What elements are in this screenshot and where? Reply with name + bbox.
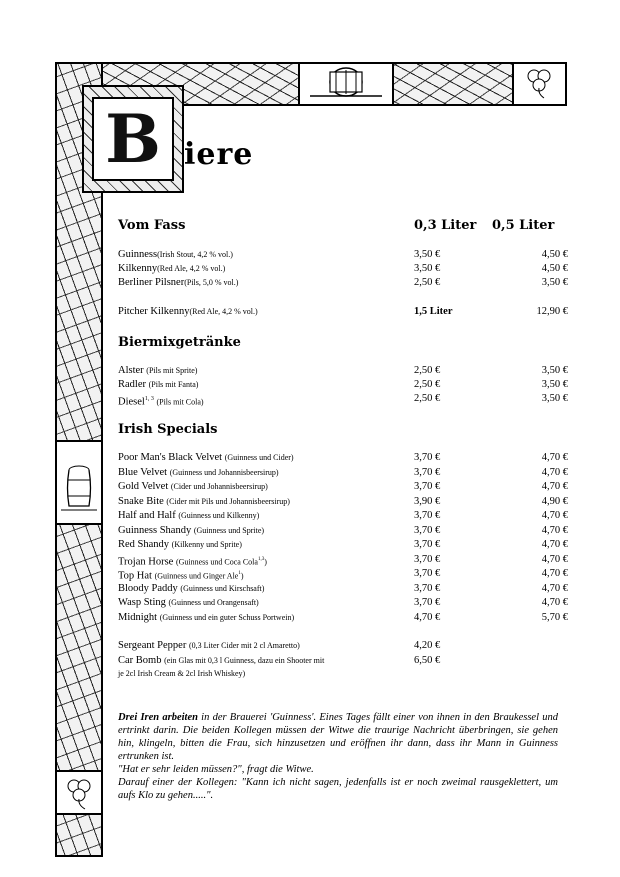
item-name: Pitcher Kilkenny(Red Ale, 4,2 % vol.) xyxy=(118,306,258,317)
list-item: Trojan Horse (Guinness und Coca Cola$^{1,3}$) 3,70 € 4,70 € xyxy=(118,553,568,567)
item-name: Radler (Pils mit Fanta) xyxy=(118,379,199,390)
list-item xyxy=(118,392,568,406)
list-item xyxy=(118,276,568,290)
price-large: 3,50 € xyxy=(541,365,568,376)
list-item: Blue Velvet (Guinness und Johannisbeersirup) 3,70 € 4,70 € xyxy=(118,466,568,478)
section-title-biermix: Biermixgetränke xyxy=(118,335,241,350)
list-item xyxy=(118,378,568,392)
section-title-vom-fass: Vom Fass xyxy=(118,218,186,233)
barrel-icon xyxy=(300,64,392,100)
shamrock-icon xyxy=(57,772,101,814)
list-item: Snake Bite (Cider mit Pils und Johannisbeersirup) 3,90 € 4,90 € xyxy=(118,495,568,507)
list-item: Car Bomb (ein Glas mit 0,3 l Guinness, dazu ein Shooter mit 6,50 € xyxy=(118,654,441,666)
price-small: 2,50 € xyxy=(414,379,441,390)
list-item: Poor Man's Black Velvet (Guinness und Cider) 3,70 € 4,70 € xyxy=(118,452,568,463)
pitcher-size: 1,5 Liter xyxy=(414,306,453,317)
clover-illustration-left xyxy=(57,770,101,815)
section-title-irish-specials: Irish Specials xyxy=(118,422,218,437)
price-large: 3,50 € xyxy=(541,379,568,390)
list-item: Midnight (Guinness und ein guter Schuss Portwein) 4,70 € 5,70 € xyxy=(118,611,568,623)
shamrock-icon xyxy=(514,64,564,100)
item-name: Kilkenny(Red Ale, 4,2 % vol.) xyxy=(118,263,226,274)
price-small: 2,50 € xyxy=(414,365,441,376)
list-item: Half and Half (Guinness und Kilkenny) 3,70 € 4,70 € xyxy=(118,510,568,521)
barrel-illustration-top xyxy=(298,64,394,104)
column-header-05: 0,5 Liter xyxy=(492,218,555,233)
item-name: Diesel$^{1, 3}$ (Pils mit Cola) xyxy=(118,396,204,408)
list-item xyxy=(118,305,568,319)
price-small: 3,50 € xyxy=(414,263,441,274)
price-large: 3,50 € xyxy=(541,277,568,288)
price-small: 3,50 € xyxy=(414,249,441,260)
column-header-03: 0,3 Liter xyxy=(414,218,477,233)
price-large: 4,50 € xyxy=(541,249,568,260)
list-item xyxy=(118,248,568,262)
clover-illustration-top xyxy=(512,64,565,104)
page-title: iere xyxy=(184,137,254,172)
price-small: 2,50 € xyxy=(414,393,441,404)
list-item: Top Hat (Guinness und Ginger Ale$^1$) 3,70 € 4,70 € xyxy=(118,568,568,582)
list-item xyxy=(118,364,568,378)
joke-text: Drei Iren arbeiten in der Brauerei 'Guinness'. Eines Tages fällt einer von ihnen in den Braukessel und ertrinkt darin. Die beiden Kollegen müssen der Witwe die traurige Nachricht überbringen, sie gehen hin, klingeln, bitten die Frau, sich hinzusetzen und eröffnen ihr dann, dass ihr Mann in Guinness ertrunken ist. "Hat er sehr leiden müssen?", fragt die Witwe. Darauf einer der Kollegen: "Kann ich nicht sagen, jedenfalls ist er noch zweimal rausgeklettert, um aufs Klo zu gehen.....". xyxy=(118,712,558,801)
price-large: 4,50 € xyxy=(541,263,568,274)
item-name: Berliner Pilsner(Pils, 5,0 % vol.) xyxy=(118,277,239,288)
item-name: Guinness(Irish Stout, 4,2 % vol.) xyxy=(118,249,233,260)
list-item-continuation: je 2cl Irish Cream & 2cl Irish Whiskey) xyxy=(118,669,246,678)
item-name: Alster (Pils mit Sprite) xyxy=(118,365,198,376)
list-item: Sergeant Pepper (0,3 Liter Cider mit 2 cl Amaretto) 4,20 € xyxy=(118,640,441,651)
list-item: Guinness Shandy (Guinness und Sprite) 3,70 € 4,70 € xyxy=(118,524,568,536)
price-small: 2,50 € xyxy=(414,277,441,288)
list-item: Wasp Sting (Guinness und Orangensaft) 3,70 € 4,70 € xyxy=(118,597,568,608)
price-pitcher: 12,90 € xyxy=(536,306,568,317)
list-item: Bloody Paddy (Guinness und Kirschsaft) 3,70 € 4,70 € xyxy=(118,582,568,594)
list-item: Gold Velvet (Cider und Johannisbeersirup) 3,70 € 4,70 € xyxy=(118,481,568,492)
price-large: 3,50 € xyxy=(541,393,568,404)
barrel-icon xyxy=(57,442,101,522)
list-item: Red Shandy (Kilkenny und Sprite) 3,70 € 4,70 € xyxy=(118,539,568,550)
barrel-illustration-left xyxy=(57,440,101,525)
list-item xyxy=(118,262,568,276)
initial-letter: B xyxy=(92,97,174,181)
